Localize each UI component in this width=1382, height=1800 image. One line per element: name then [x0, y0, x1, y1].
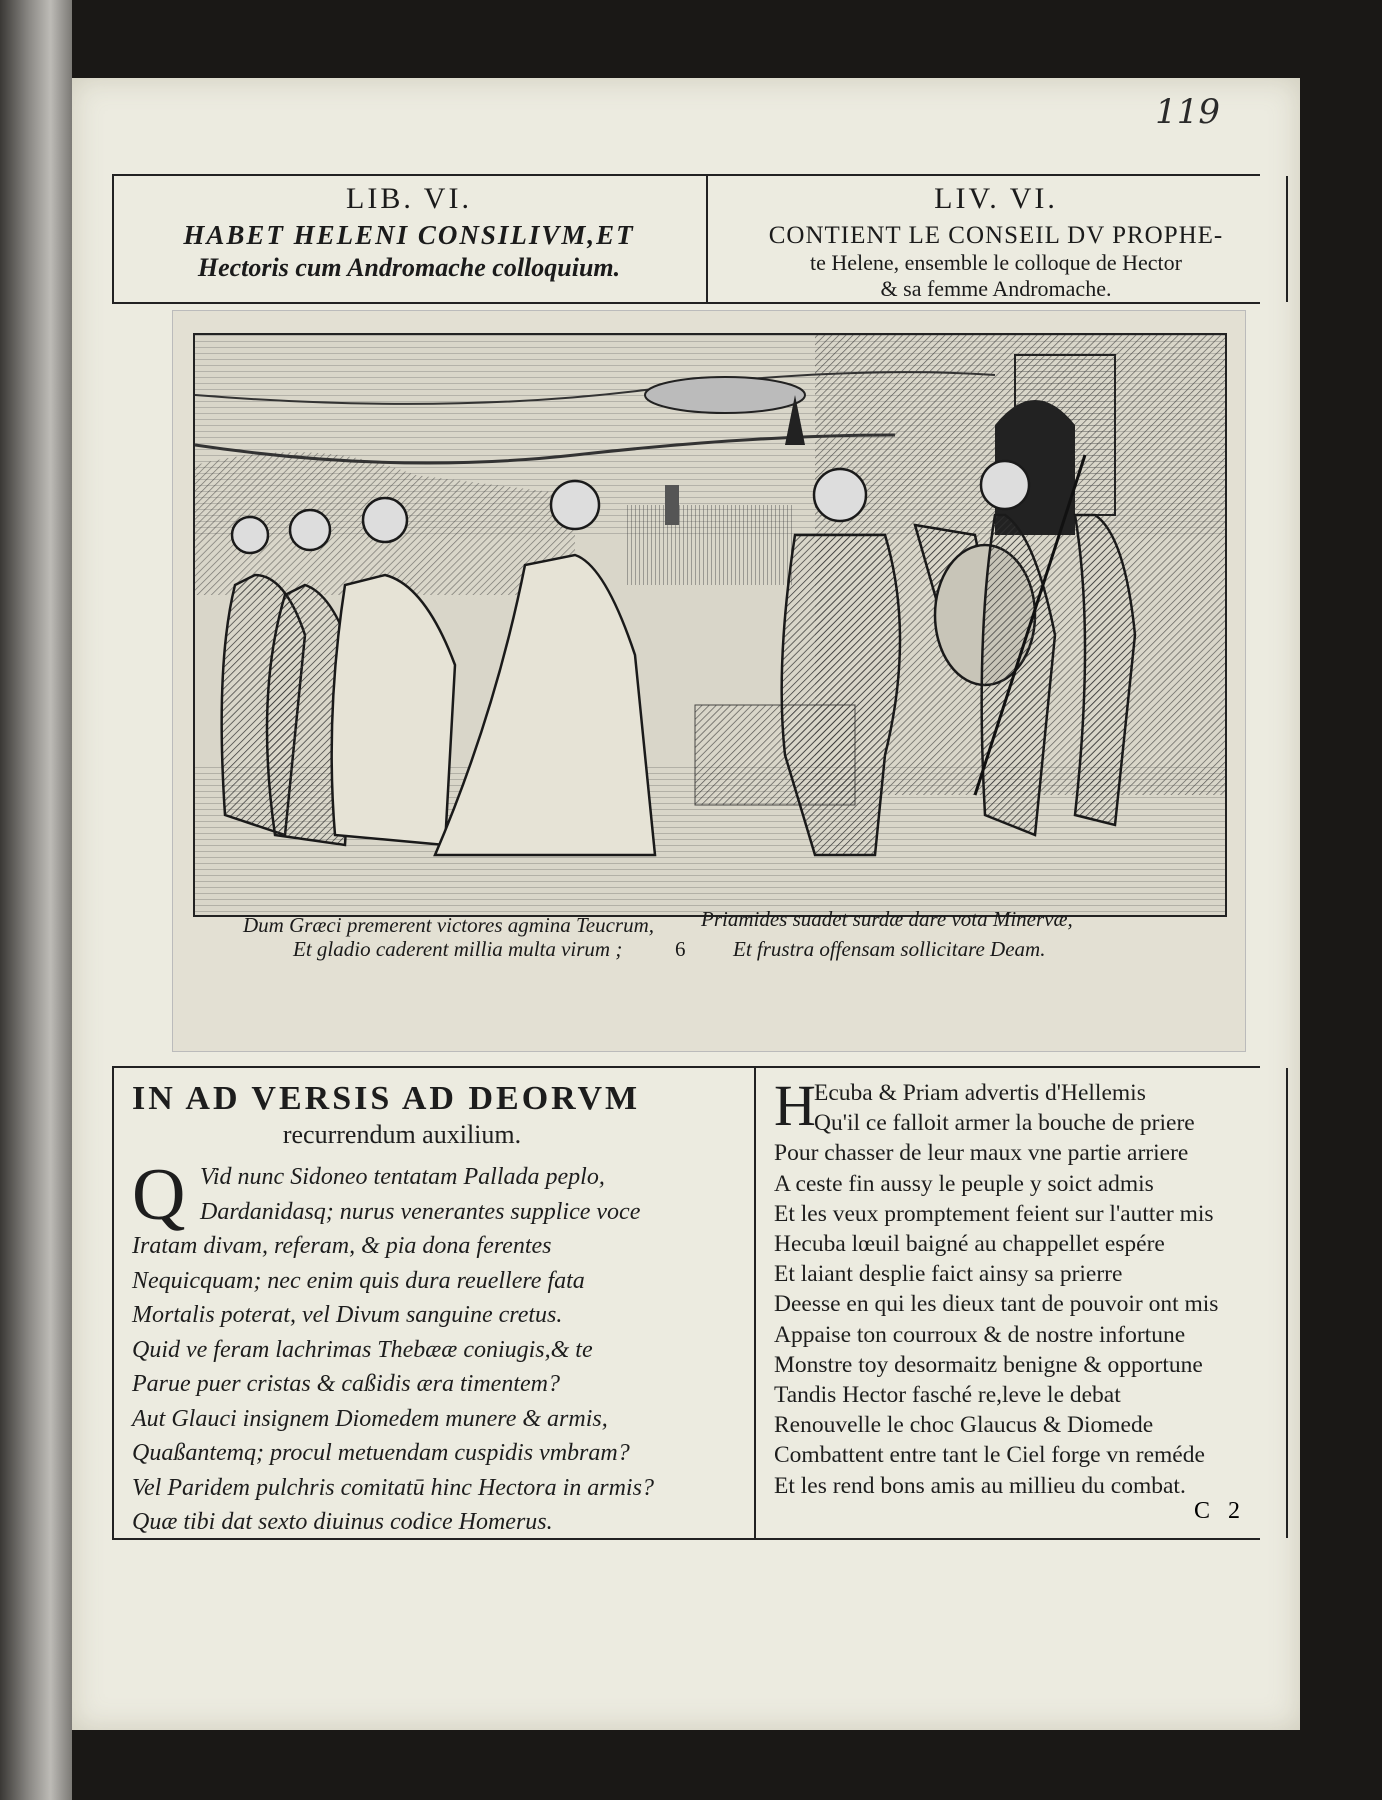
latin-motto-line-1: IN AD VERSIS AD DEORVM	[132, 1080, 641, 1117]
french-verse-7: Et laiant desplie faict ainsy sa prierre	[774, 1261, 1123, 1288]
french-title-line-1: CONTIENT LE CONSEIL DV PROPHE-	[768, 222, 1224, 249]
french-verse-14: Et les rend bons amis au millieu du combat.	[774, 1472, 1186, 1499]
latin-verse-10: Vel Paridem pulchris comitatū hinc Hectora in armis?	[132, 1474, 654, 1501]
latin-motto-line-2: recurrendum auxilium.	[282, 1120, 522, 1149]
french-verse-5: Et les veux promptement feient sur l'autter mis	[774, 1200, 1214, 1227]
caption-mark: 6	[675, 937, 686, 961]
french-verses	[774, 1073, 1274, 1501]
signature-mark: C 2	[1193, 1498, 1246, 1524]
latin-verse-3: Iratam divam, referam, & pia dona ferentes	[132, 1233, 552, 1259]
latin-verse-7: Parue puer cristas & caßidis æra timentem?	[132, 1371, 560, 1397]
book-spine	[0, 0, 72, 1800]
caption-right-1: Priamides suadet surdæ dare vota Minervæ,	[701, 907, 1073, 931]
latin-verse-5: Mortalis poterat, vel Divum sanguine cretus.	[132, 1302, 563, 1328]
latin-verse-6: Quid ve feram lachrimas Thebææ coniugis,& te	[132, 1336, 593, 1363]
latin-column	[132, 1080, 742, 1540]
latin-verse-11: Quæ tibi dat sexto diuinus codice Homerus.	[132, 1509, 553, 1535]
latin-title-line-1: HABET HELENI CONSILIVM,ET	[183, 220, 635, 250]
french-verse-11: Tandis Hector fasché re,leve le debat	[774, 1382, 1121, 1409]
french-verse-2: Qu'il ce falloit armer la bouche de priere	[814, 1110, 1195, 1137]
caption-right-2: Et frustra offensam sollicitare Deam.	[733, 937, 1046, 961]
header-french	[708, 176, 1284, 302]
french-verse-13: Combattent entre tant le Ciel forge vn reméde	[774, 1442, 1205, 1469]
french-verse-3: Pour chasser de leur maux vne partie arriere	[774, 1140, 1189, 1167]
folio-number: 119	[1155, 92, 1220, 132]
french-title-line-2: te Helene, ensemble le colloque de Hector	[809, 250, 1182, 275]
latin-title-line-2: Hectoris cum Andromache colloquium.	[197, 253, 621, 282]
column-divider	[754, 1068, 756, 1538]
book-page	[72, 78, 1300, 1730]
caption-left-1: Dum Græci premerent victores agmina Teucrum,	[243, 913, 655, 937]
latin-verse-9: Quaßantemq; procul metuendam cuspidis vmbram?	[132, 1440, 630, 1466]
french-verse-8: Deesse en qui les dieux tant de pouvoir ont mis	[774, 1291, 1219, 1318]
french-verse-12: Renouvelle le choc Glaucus & Diomede	[774, 1412, 1154, 1439]
latin-drop-cap: Q	[132, 1154, 186, 1236]
latin-book-number: LIB. VI.	[346, 182, 472, 215]
engraving-image	[193, 333, 1227, 917]
header-latin	[114, 176, 704, 302]
body-frame	[112, 1068, 1288, 1538]
latin-verses	[132, 1154, 742, 1540]
french-verse-6: Hecuba lœuil baigné au chappellet espére	[774, 1231, 1165, 1258]
engraving-plate	[172, 310, 1246, 1052]
latin-verse-8: Aut Glauci insignem Diomedem munere & armis,	[132, 1405, 608, 1432]
latin-verse-2: Dardanidasq; nurus venerantes supplice voce	[200, 1198, 641, 1225]
french-book-number: LIV. VI.	[934, 182, 1058, 215]
french-title-line-3: & sa femme Andromache.	[880, 276, 1112, 301]
french-verse-9: Appaise ton courroux & de nostre infortune	[774, 1321, 1186, 1348]
header-box	[112, 176, 1288, 302]
french-verse-10: Monstre toy desormaitz benigne & opportune	[774, 1351, 1203, 1378]
french-drop-cap: H	[774, 1073, 816, 1138]
french-column	[774, 1073, 1274, 1501]
french-verse-4: A ceste fin aussy le peuple y soict admis	[774, 1170, 1154, 1197]
header-bottom-rule	[112, 302, 1260, 304]
body-bottom-rule	[112, 1538, 1260, 1540]
latin-verse-text: Vid nunc Sidoneo tentatam Pallada peplo,	[200, 1164, 605, 1190]
french-verse-text: Ecuba & Priam advertis d'Hellemis	[814, 1080, 1146, 1106]
caption-left-2: Et gladio caderent millia multa virum ;	[293, 937, 623, 961]
latin-verse-4: Nequicquam; nec enim quis dura reuellere fata	[132, 1267, 585, 1294]
